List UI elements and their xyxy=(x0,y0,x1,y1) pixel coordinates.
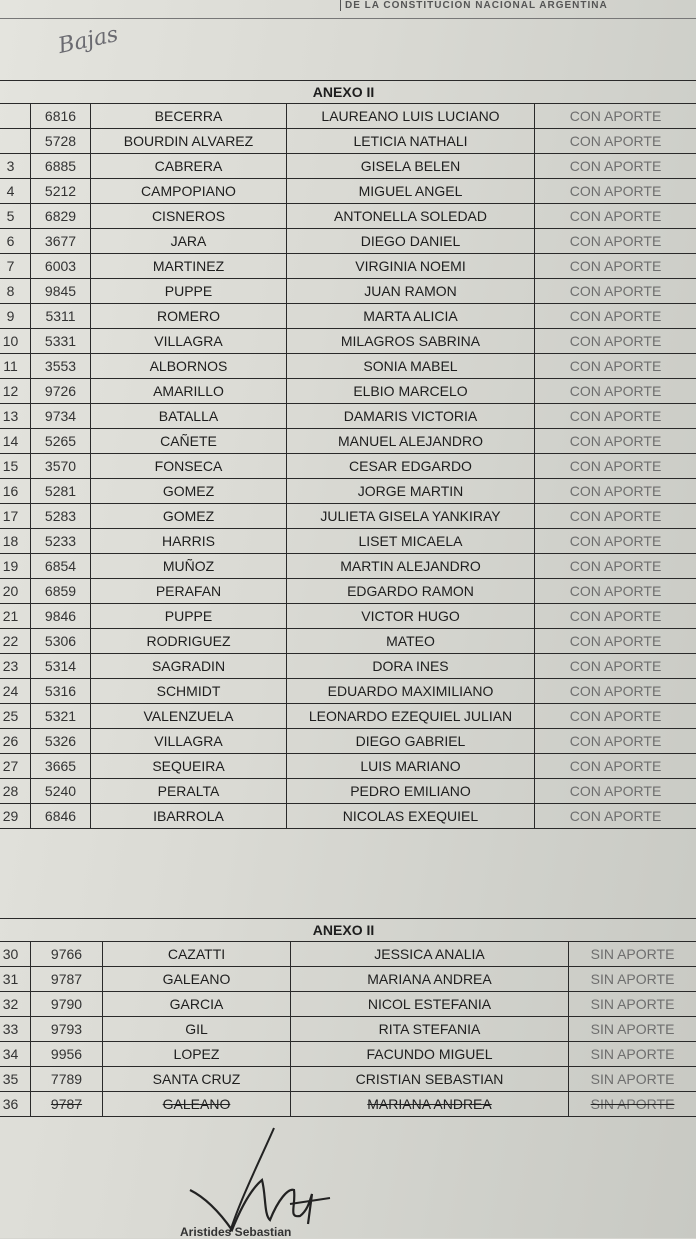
row-code: 6854 xyxy=(31,554,91,579)
row-surname: ROMERO xyxy=(91,304,287,329)
row-number: 33 xyxy=(0,1017,31,1042)
row-number: 24 xyxy=(0,679,31,704)
row-given-names: EDUARDO MAXIMILIANO xyxy=(287,679,535,704)
table-row xyxy=(0,554,696,579)
header-rule xyxy=(0,18,696,19)
row-code: 5314 xyxy=(31,654,91,679)
row-number: 9 xyxy=(0,304,31,329)
row-surname: AMARILLO xyxy=(91,379,287,404)
row-code: 6885 xyxy=(31,154,91,179)
row-status: CON APORTE xyxy=(535,554,696,579)
row-number: 25 xyxy=(0,704,31,729)
table-row xyxy=(0,967,696,992)
table-row xyxy=(0,704,696,729)
table-row xyxy=(0,992,696,1017)
row-surname: PERALTA xyxy=(91,779,287,804)
table-row xyxy=(0,379,696,404)
row-code: 5281 xyxy=(31,479,91,504)
row-code: 6829 xyxy=(31,204,91,229)
row-surname: SANTA CRUZ xyxy=(103,1067,291,1092)
row-code: 3677 xyxy=(31,229,91,254)
row-code: 5321 xyxy=(31,704,91,729)
row-given-names: LETICIA NATHALI xyxy=(287,129,535,154)
row-surname: GIL xyxy=(103,1017,291,1042)
row-given-names: MARIANA ANDREA xyxy=(291,967,569,992)
row-number: 35 xyxy=(0,1067,31,1092)
row-surname: GOMEZ xyxy=(91,504,287,529)
row-surname: MARTINEZ xyxy=(91,254,287,279)
row-status: CON APORTE xyxy=(535,429,696,454)
row-given-names: MIGUEL ANGEL xyxy=(287,179,535,204)
table-row xyxy=(0,629,696,654)
table-row xyxy=(0,579,696,604)
row-status: SIN APORTE xyxy=(569,992,696,1017)
row-code: 9734 xyxy=(31,404,91,429)
row-given-names: LUIS MARIANO xyxy=(287,754,535,779)
row-given-names: ANTONELLA SOLEDAD xyxy=(287,204,535,229)
row-status: CON APORTE xyxy=(535,654,696,679)
row-given-names: DORA INES xyxy=(287,654,535,679)
row-status: CON APORTE xyxy=(535,129,696,154)
row-code: 9846 xyxy=(31,604,91,629)
row-given-names: DIEGO GABRIEL xyxy=(287,729,535,754)
anexo-title: ANEXO II xyxy=(0,919,696,942)
row-number: 18 xyxy=(0,529,31,554)
table-row xyxy=(0,479,696,504)
row-given-names: ELBIO MARCELO xyxy=(287,379,535,404)
row-given-names: VIRGINIA NOEMI xyxy=(287,254,535,279)
table-row xyxy=(0,279,696,304)
table-row xyxy=(0,942,696,967)
row-surname: CAÑETE xyxy=(91,429,287,454)
row-surname: VILLAGRA xyxy=(91,329,287,354)
row-code: 6859 xyxy=(31,579,91,604)
row-given-names: GISELA BELEN xyxy=(287,154,535,179)
row-given-names: LISET MICAELA xyxy=(287,529,535,554)
row-given-names: MARIANA ANDREA xyxy=(291,1092,569,1117)
row-number: 19 xyxy=(0,554,31,579)
row-given-names: MANUEL ALEJANDRO xyxy=(287,429,535,454)
row-number: 30 xyxy=(0,942,31,967)
row-code: 5326 xyxy=(31,729,91,754)
row-given-names: DIEGO DANIEL xyxy=(287,229,535,254)
row-code: 5212 xyxy=(31,179,91,204)
row-surname: CISNEROS xyxy=(91,204,287,229)
row-status: CON APORTE xyxy=(535,579,696,604)
row-number: 6 xyxy=(0,229,31,254)
row-given-names: SONIA MABEL xyxy=(287,354,535,379)
table-row xyxy=(0,179,696,204)
row-given-names: MARTA ALICIA xyxy=(287,304,535,329)
row-code: 9956 xyxy=(31,1042,103,1067)
row-surname: IBARROLA xyxy=(91,804,287,829)
row-status: SIN APORTE xyxy=(569,967,696,992)
row-number: 10 xyxy=(0,329,31,354)
table-row xyxy=(0,529,696,554)
table-row xyxy=(0,504,696,529)
row-status: SIN APORTE xyxy=(569,942,696,967)
row-given-names: NICOLAS EXEQUIEL xyxy=(287,804,535,829)
row-status: CON APORTE xyxy=(535,179,696,204)
row-number: 20 xyxy=(0,579,31,604)
row-surname: CAMPOPIANO xyxy=(91,179,287,204)
row-given-names: PEDRO EMILIANO xyxy=(287,779,535,804)
row-given-names: JUAN RAMON xyxy=(287,279,535,304)
row-number: 16 xyxy=(0,479,31,504)
row-code: 5265 xyxy=(31,429,91,454)
row-status: CON APORTE xyxy=(535,679,696,704)
row-code: 5331 xyxy=(31,329,91,354)
row-status: CON APORTE xyxy=(535,229,696,254)
row-number: 11 xyxy=(0,354,31,379)
row-given-names: CESAR EDGARDO xyxy=(287,454,535,479)
row-surname: CABRERA xyxy=(91,154,287,179)
row-code: 6816 xyxy=(31,104,91,129)
row-code: 5306 xyxy=(31,629,91,654)
table-title-row xyxy=(0,81,696,104)
row-status: CON APORTE xyxy=(535,404,696,429)
table-row xyxy=(0,604,696,629)
row-given-names: NICOL ESTEFANIA xyxy=(291,992,569,1017)
row-code: 3570 xyxy=(31,454,91,479)
row-status: SIN APORTE xyxy=(569,1092,696,1117)
row-given-names: JESSICA ANALIA xyxy=(291,942,569,967)
row-surname: LOPEZ xyxy=(103,1042,291,1067)
row-status: CON APORTE xyxy=(535,754,696,779)
row-number: 21 xyxy=(0,604,31,629)
row-number: 3 xyxy=(0,154,31,179)
row-code: 9787 xyxy=(31,1092,103,1117)
row-code: 5240 xyxy=(31,779,91,804)
row-number: 15 xyxy=(0,454,31,479)
row-number: 12 xyxy=(0,379,31,404)
table-row xyxy=(0,129,696,154)
row-code: 7789 xyxy=(31,1067,103,1092)
table-row xyxy=(0,804,696,829)
row-surname: VILLAGRA xyxy=(91,729,287,754)
row-given-names: MATEO xyxy=(287,629,535,654)
row-given-names: DAMARIS VICTORIA xyxy=(287,404,535,429)
row-number: 13 xyxy=(0,404,31,429)
row-status: SIN APORTE xyxy=(569,1067,696,1092)
table-row xyxy=(0,229,696,254)
table-row xyxy=(0,654,696,679)
row-number: 26 xyxy=(0,729,31,754)
row-surname: HARRIS xyxy=(91,529,287,554)
row-number: 8 xyxy=(0,279,31,304)
table-row xyxy=(0,454,696,479)
row-status: SIN APORTE xyxy=(569,1017,696,1042)
row-status: CON APORTE xyxy=(535,304,696,329)
row-number: 28 xyxy=(0,779,31,804)
row-status: CON APORTE xyxy=(535,704,696,729)
row-status: CON APORTE xyxy=(535,504,696,529)
handwritten-note: Bajas xyxy=(56,22,120,59)
row-code: 9790 xyxy=(31,992,103,1017)
row-number: 5 xyxy=(0,204,31,229)
row-status: CON APORTE xyxy=(535,779,696,804)
row-code: 3553 xyxy=(31,354,91,379)
row-surname: JARA xyxy=(91,229,287,254)
row-number xyxy=(0,104,31,129)
row-number: 32 xyxy=(0,992,31,1017)
table-row xyxy=(0,429,696,454)
row-surname: PUPPE xyxy=(91,279,287,304)
row-surname: PERAFAN xyxy=(91,579,287,604)
row-code: 5283 xyxy=(31,504,91,529)
row-number: 22 xyxy=(0,629,31,654)
row-given-names: JORGE MARTIN xyxy=(287,479,535,504)
table-row xyxy=(0,154,696,179)
row-code: 5316 xyxy=(31,679,91,704)
row-surname: GALEANO xyxy=(103,1092,291,1117)
row-code: 3665 xyxy=(31,754,91,779)
row-given-names: VICTOR HUGO xyxy=(287,604,535,629)
row-surname: ALBORNOS xyxy=(91,354,287,379)
table-row xyxy=(0,354,696,379)
row-number: 29 xyxy=(0,804,31,829)
row-code: 9787 xyxy=(31,967,103,992)
row-surname: PUPPE xyxy=(91,604,287,629)
row-given-names: JULIETA GISELA YANKIRAY xyxy=(287,504,535,529)
row-surname: FONSECA xyxy=(91,454,287,479)
row-given-names: EDGARDO RAMON xyxy=(287,579,535,604)
table-row xyxy=(0,329,696,354)
row-status: CON APORTE xyxy=(535,204,696,229)
signature-name: Aristides Sebastian xyxy=(180,1225,291,1239)
row-status: CON APORTE xyxy=(535,604,696,629)
table-row xyxy=(0,1092,696,1117)
row-status: CON APORTE xyxy=(535,804,696,829)
row-number: 27 xyxy=(0,754,31,779)
row-status: CON APORTE xyxy=(535,379,696,404)
row-surname: GALEANO xyxy=(103,967,291,992)
row-number: 4 xyxy=(0,179,31,204)
row-number: 14 xyxy=(0,429,31,454)
row-given-names: CRISTIAN SEBASTIAN xyxy=(291,1067,569,1092)
row-code: 5728 xyxy=(31,129,91,154)
row-surname: GOMEZ xyxy=(91,479,287,504)
row-status: CON APORTE xyxy=(535,154,696,179)
row-surname: BATALLA xyxy=(91,404,287,429)
row-given-names: RITA STEFANIA xyxy=(291,1017,569,1042)
row-status: CON APORTE xyxy=(535,454,696,479)
row-surname: BECERRA xyxy=(91,104,287,129)
anexo-table-con-aporte xyxy=(0,80,696,829)
row-code: 6846 xyxy=(31,804,91,829)
table-row xyxy=(0,304,696,329)
row-given-names: LAUREANO LUIS LUCIANO xyxy=(287,104,535,129)
row-number: 17 xyxy=(0,504,31,529)
table-row xyxy=(0,404,696,429)
row-code: 5311 xyxy=(31,304,91,329)
row-surname: VALENZUELA xyxy=(91,704,287,729)
table-row xyxy=(0,679,696,704)
row-status: CON APORTE xyxy=(535,529,696,554)
row-status: CON APORTE xyxy=(535,254,696,279)
table-row xyxy=(0,1042,696,1067)
row-code: 9845 xyxy=(31,279,91,304)
row-number xyxy=(0,129,31,154)
row-given-names: LEONARDO EZEQUIEL JULIAN xyxy=(287,704,535,729)
signature-mark xyxy=(170,1120,350,1238)
table-row xyxy=(0,1067,696,1092)
row-status: CON APORTE xyxy=(535,104,696,129)
row-number: 31 xyxy=(0,967,31,992)
row-surname: SAGRADIN xyxy=(91,654,287,679)
table-row xyxy=(0,754,696,779)
row-surname: RODRIGUEZ xyxy=(91,629,287,654)
table-row xyxy=(0,254,696,279)
row-status: CON APORTE xyxy=(535,329,696,354)
row-number: 34 xyxy=(0,1042,31,1067)
row-surname: MUÑOZ xyxy=(91,554,287,579)
row-surname: SEQUEIRA xyxy=(91,754,287,779)
row-status: CON APORTE xyxy=(535,629,696,654)
row-surname: SCHMIDT xyxy=(91,679,287,704)
table-row xyxy=(0,779,696,804)
row-number: 23 xyxy=(0,654,31,679)
row-number: 36 xyxy=(0,1092,31,1117)
row-code: 9793 xyxy=(31,1017,103,1042)
row-status: CON APORTE xyxy=(535,729,696,754)
row-surname: GARCIA xyxy=(103,992,291,1017)
table-title-row xyxy=(0,919,696,942)
anexo-title: ANEXO II xyxy=(0,81,696,104)
row-status: SIN APORTE xyxy=(569,1042,696,1067)
row-code: 5233 xyxy=(31,529,91,554)
table-row xyxy=(0,729,696,754)
row-given-names: FACUNDO MIGUEL xyxy=(291,1042,569,1067)
row-given-names: MARTIN ALEJANDRO xyxy=(287,554,535,579)
row-surname: CAZATTI xyxy=(103,942,291,967)
table-row xyxy=(0,1017,696,1042)
row-status: CON APORTE xyxy=(535,279,696,304)
row-code: 6003 xyxy=(31,254,91,279)
table-row xyxy=(0,204,696,229)
table-row xyxy=(0,104,696,129)
row-given-names: MILAGROS SABRINA xyxy=(287,329,535,354)
row-status: CON APORTE xyxy=(535,479,696,504)
document-header-text: DE LA CONSTITUCION NACIONAL ARGENTINA xyxy=(340,0,608,11)
row-code: 9726 xyxy=(31,379,91,404)
row-code: 9766 xyxy=(31,942,103,967)
row-status: CON APORTE xyxy=(535,354,696,379)
row-surname: BOURDIN ALVAREZ xyxy=(91,129,287,154)
row-number: 7 xyxy=(0,254,31,279)
anexo-table-sin-aporte xyxy=(0,918,696,1117)
